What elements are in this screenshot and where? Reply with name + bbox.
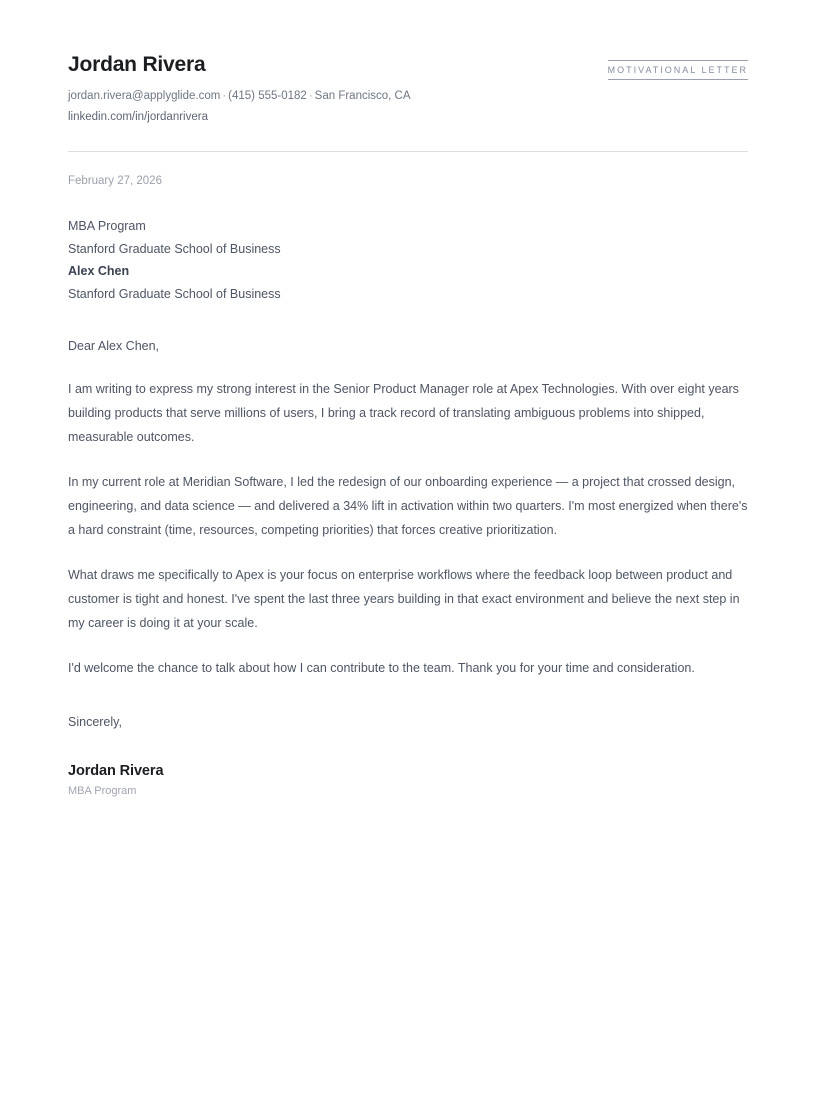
contact-separator-2: ·: [308, 90, 313, 103]
letter-sheet: [68, 52, 748, 800]
letter-paragraph: In my current role at Meridian Software, I led the redesign of our onboarding experience — a project that crossed design, engineering, and data science — and delivered a 34% lift in activation within two quarters. I'm most energized when there's a hard constraint (time, resources, competing priorities) that forces creative prioritization.: [68, 474, 748, 537]
signature-block: [68, 762, 748, 800]
letter-date: February 27, 2026: [68, 175, 162, 188]
sender-identity: [68, 52, 411, 128]
letter-paragraph: I'd welcome the chance to talk about how I can contribute to the team. Thank you for your time and consideration.: [68, 660, 695, 675]
contact-separator-1: ·: [222, 90, 227, 103]
sender-website[interactable]: linkedin.com/in/jordanrivera: [68, 111, 208, 124]
letter-closing: Sincerely,: [68, 714, 122, 729]
sender-location: San Francisco, CA: [314, 90, 411, 103]
signature-role: MBA Program: [68, 785, 137, 798]
recipient-block: [68, 215, 748, 305]
sender-email: jordan.rivera@applyglide.com: [68, 90, 221, 103]
document-kind-container: [608, 52, 748, 80]
document-kind-label: MOTIVATIONAL LETTER: [608, 60, 748, 80]
signature-name: Jordan Rivera: [68, 762, 164, 779]
recipient-contact-organization: Stanford Graduate School of Business: [68, 286, 281, 301]
recipient-organization: Stanford Graduate School of Business: [68, 241, 281, 256]
header-divider: [68, 151, 748, 152]
letter-salutation: Dear Alex Chen,: [68, 339, 160, 354]
sender-name: Jordan Rivera: [68, 53, 206, 76]
letter-header: [68, 52, 748, 128]
letter-paragraph: I am writing to express my strong interest in the Senior Product Manager role at Apex Technologies. With over eight years building products that serve millions of users, I bring a track record of translating ambiguous problems into shipped, measurable outcomes.: [68, 381, 739, 444]
sender-contact-line: [68, 86, 411, 107]
recipient-program: MBA Program: [68, 219, 146, 234]
recipient-contact-name: Alex Chen: [68, 264, 130, 279]
sender-phone: (415) 555-0182: [228, 90, 307, 103]
letter-paragraph: What draws me specifically to Apex is your focus on enterprise workflows where the feedback loop between product and customer is tight and honest. I've spent the last three years building in that exact environment and believe the next step in my career is doing it at your scale.: [68, 567, 740, 630]
